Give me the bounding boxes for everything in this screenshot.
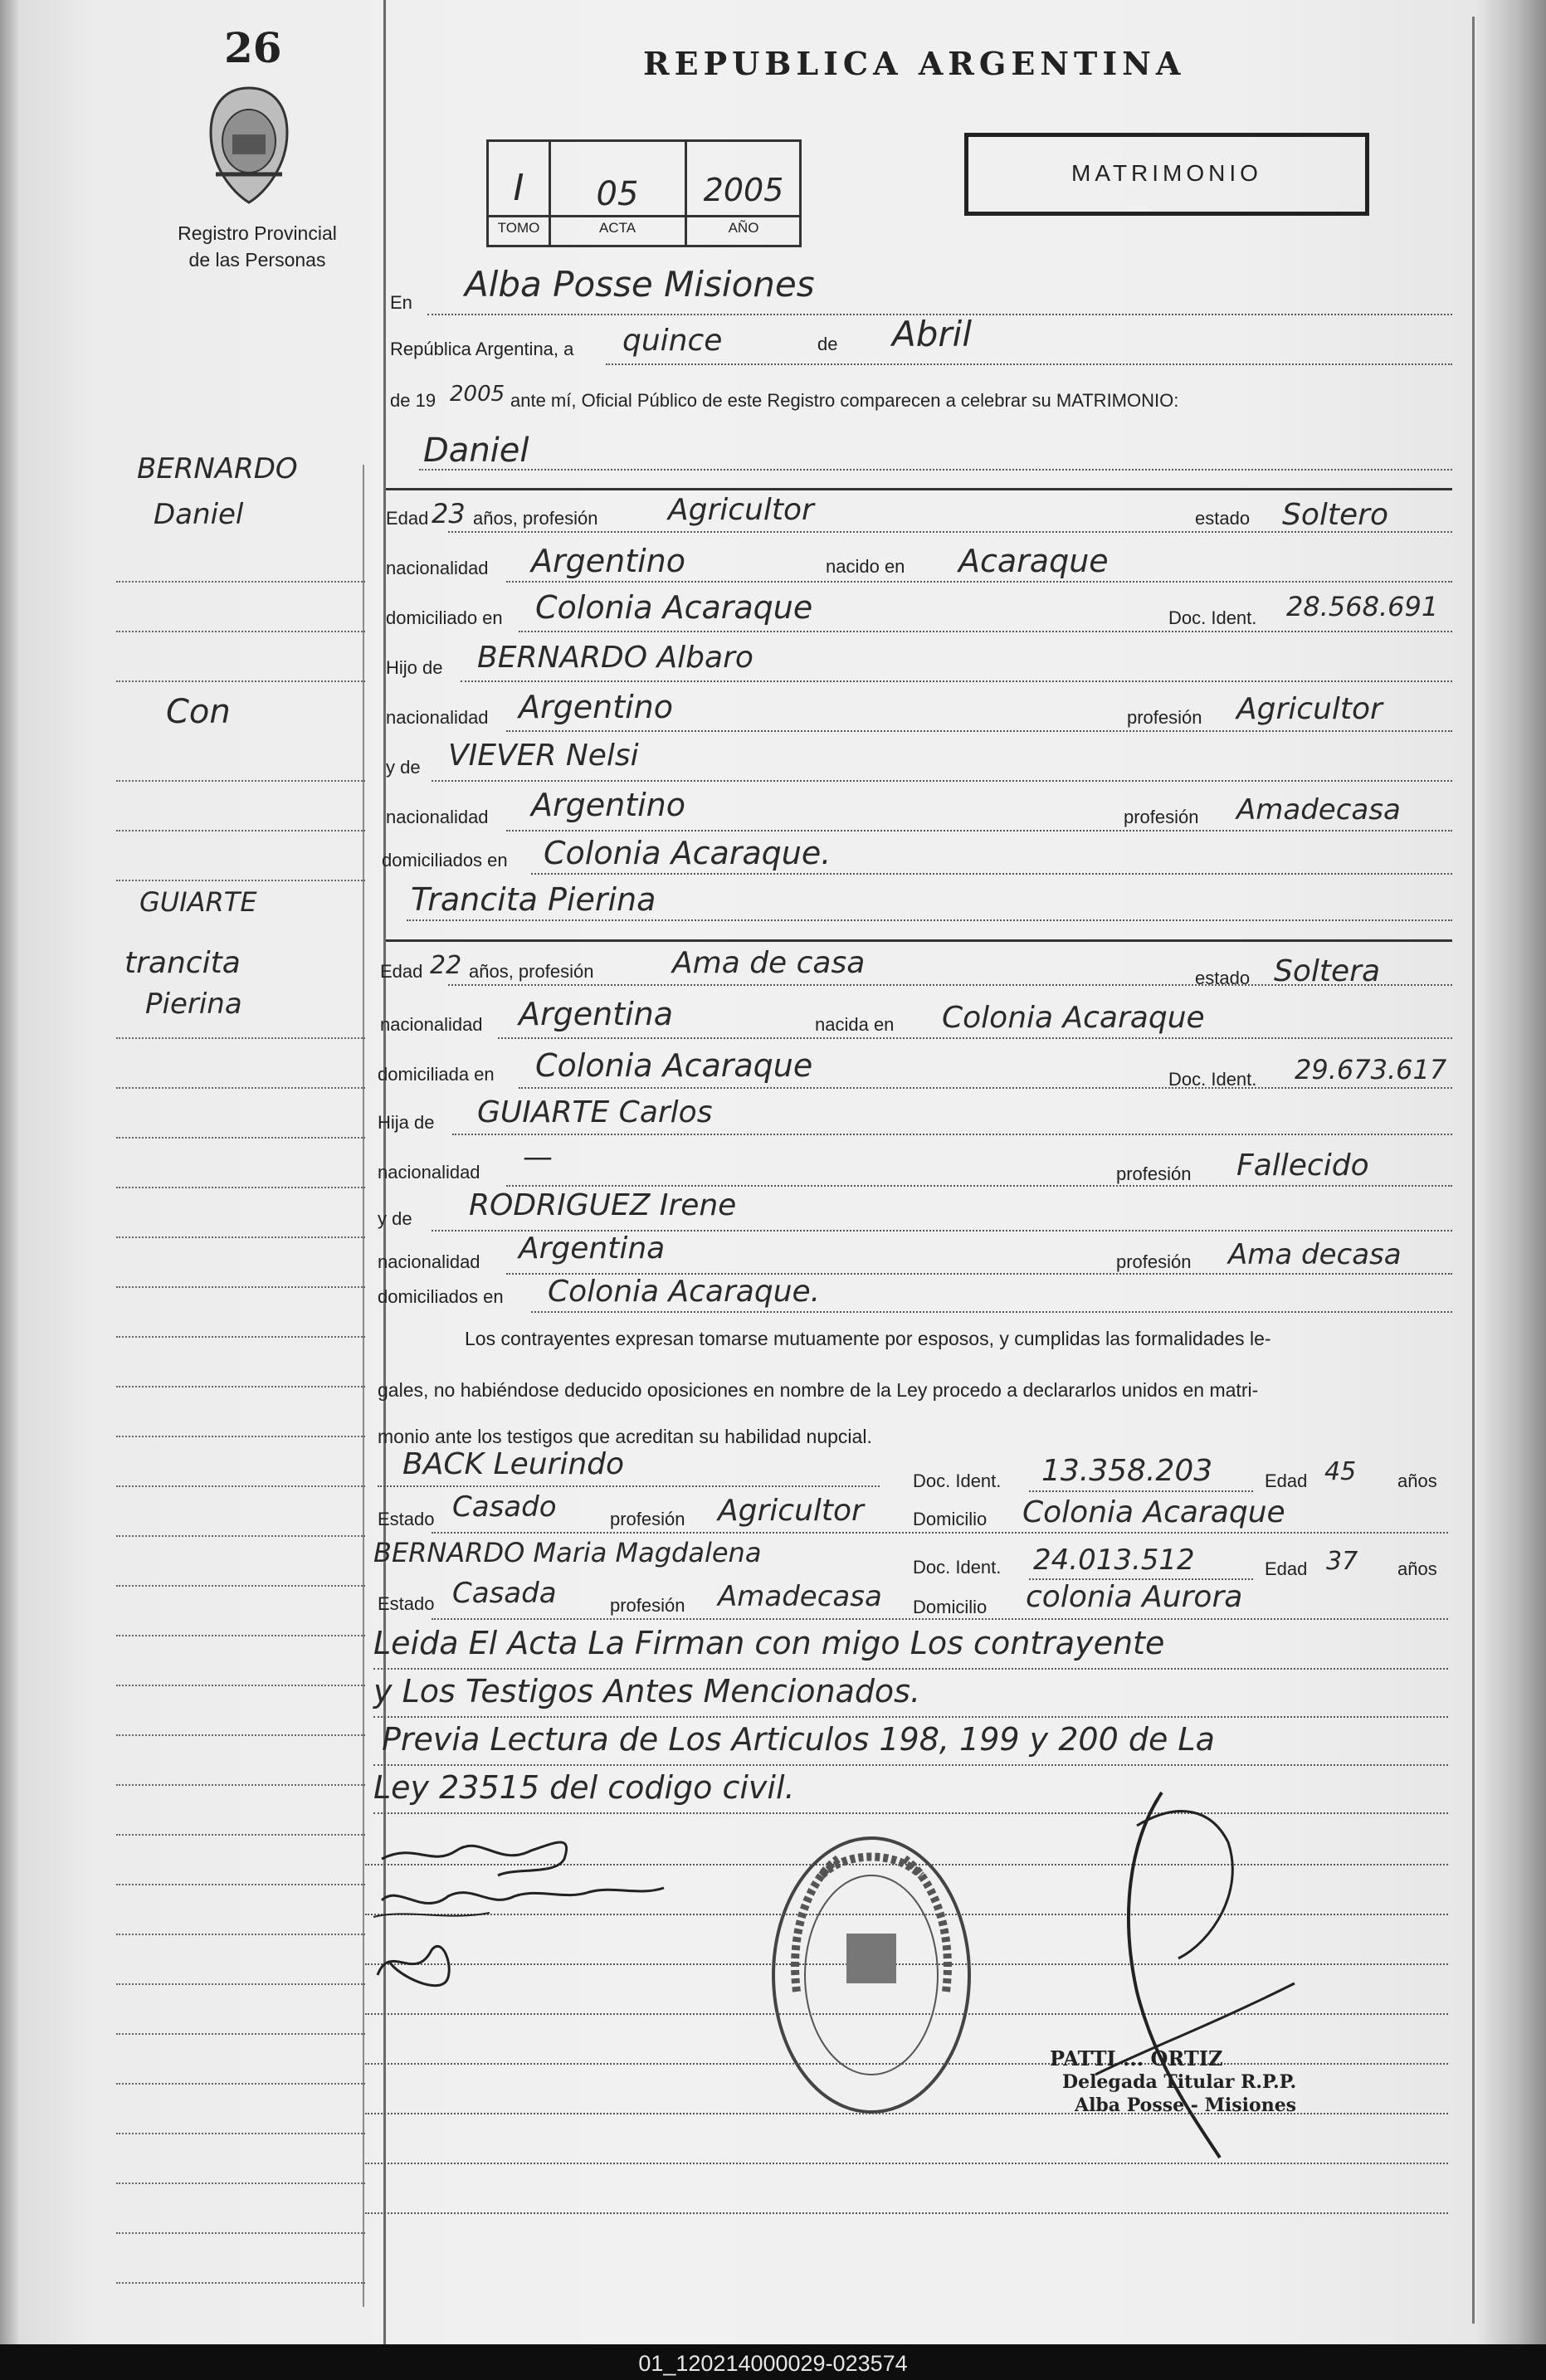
bride-parents-domicile: Colonia Acaraque.: [548, 1275, 821, 1309]
groom-nationality: Argentino: [531, 543, 685, 579]
left-page-edge: [0, 0, 18, 2344]
witness1-age: 45: [1324, 1457, 1357, 1486]
rule: [531, 873, 1452, 875]
note-line4: Ley 23515 del codigo civil.: [373, 1769, 795, 1806]
official-place: Alba Posse - Misiones: [1075, 2095, 1297, 2116]
nacionalidad-label: nacionalidad: [378, 1251, 480, 1272]
witness1-profession: Agricultor: [718, 1494, 864, 1528]
estado-cap-label: Estado: [378, 1593, 435, 1614]
domiciliada-label: domiciliada en: [378, 1064, 495, 1085]
profesion-label: profesión: [1124, 807, 1199, 827]
edad-label: Edad: [1265, 1558, 1308, 1579]
rule: [506, 830, 1452, 832]
groom-mother-profession: Amadecasa: [1236, 793, 1401, 827]
rule: [448, 531, 1452, 533]
groom-born: Acaraque: [958, 543, 1109, 579]
rule: [432, 780, 1452, 782]
note-line3: Previa Lectura de Los Articulos 198, 199 y 200 de La: [382, 1721, 1215, 1758]
de-label: de: [817, 334, 838, 354]
edad-label: Edad: [380, 961, 423, 982]
bride-born: Colonia Acaraque: [942, 1001, 1205, 1035]
registry-line1: Registro Provincial: [178, 222, 337, 244]
section-divider: [386, 488, 1452, 490]
y-de-label: y de: [386, 757, 421, 778]
day-value: quince: [622, 324, 723, 358]
groom-domicile: Colonia Acaraque: [535, 589, 813, 626]
country-title: REPUBLICA ARGENTINA: [643, 45, 1186, 82]
estado-label: estado: [1195, 508, 1251, 529]
rule: [1029, 1490, 1253, 1492]
groom-father-nationality: Argentino: [519, 689, 673, 725]
domiciliados-label: domiciliados en: [382, 850, 508, 871]
margin-bride-name2: Pierina: [145, 988, 242, 1021]
rule: [519, 1087, 1452, 1089]
doc-label: Doc. Ident.: [913, 1557, 1002, 1578]
rule: [407, 919, 1452, 921]
witness1-domicile: Colonia Acaraque: [1022, 1495, 1285, 1529]
nacionalidad-label: nacionalidad: [378, 1162, 480, 1183]
acta-label: ACTA: [598, 220, 636, 236]
edad-label: Edad: [386, 508, 429, 529]
groom-name: Daniel: [423, 432, 529, 470]
ano-value: 2005: [703, 172, 784, 208]
bride-mother-nationality: Argentina: [519, 1231, 666, 1266]
anos-prof-label: años, profesión: [469, 961, 594, 982]
rule: [365, 2212, 1448, 2214]
rule: [452, 1134, 1452, 1135]
groom-father: BERNARDO Albaro: [477, 641, 753, 675]
official-role: Delegada Titular R.P.P.: [1062, 2071, 1297, 2093]
bride-domicile: Colonia Acaraque: [535, 1047, 813, 1084]
tomo-label: TOMO: [497, 220, 540, 236]
declaration-line1: Los contrayentes expresan tomarse mutuamente por esposos, y cumplidas las formalidades le-: [465, 1328, 1271, 1349]
tomo-value: I: [513, 167, 524, 209]
declaration-line2: gales, no habiéndose deducido oposiciones en nombre de la Ley procedo a declararlos unidos en matri-: [378, 1379, 1259, 1401]
rule: [448, 984, 1452, 986]
profesion-label: profesión: [610, 1509, 685, 1529]
rule: [419, 469, 1452, 471]
nacionalidad-label: nacionalidad: [386, 558, 489, 578]
right-page-edge: [1475, 0, 1546, 2344]
groom-mother: VIEVER Nelsi: [448, 739, 639, 773]
bride-father-profession: Fallecido: [1236, 1149, 1369, 1183]
act-number-box: [486, 139, 802, 247]
nacionalidad-label: nacionalidad: [386, 807, 489, 827]
rule: [531, 1311, 1452, 1313]
rule: [432, 1532, 1448, 1534]
hijo-label: Hijo de: [386, 657, 443, 678]
act-type-box: [964, 133, 1369, 216]
doc-label: Doc. Ident.: [1168, 607, 1257, 628]
rep-label: República Argentina, a: [390, 339, 574, 359]
bride-profession: Ama de casa: [672, 946, 866, 980]
witness1-name: BACK Leurindo: [402, 1447, 625, 1481]
acta-value: 05: [596, 175, 639, 213]
bride-doc: 29.673.617: [1295, 1054, 1447, 1085]
bride-father: GUIARTE Carlos: [477, 1095, 713, 1129]
note-line2: y Los Testigos Antes Mencionados.: [373, 1673, 921, 1709]
profesion-label: profesión: [610, 1595, 685, 1616]
official-name: PATTI ... ORTIZ: [1050, 2046, 1223, 2070]
rule: [506, 730, 1452, 732]
year-value: 2005: [450, 382, 505, 407]
rule: [519, 631, 1452, 632]
domicilio-label: Domicilio: [913, 1509, 988, 1529]
profesion-label: profesión: [1116, 1251, 1192, 1272]
groom-mother-nationality: Argentino: [531, 787, 685, 823]
en-label: En: [390, 292, 412, 313]
domiciliados-label: domiciliados en: [378, 1286, 504, 1307]
doc-label: Doc. Ident.: [913, 1470, 1002, 1491]
rule: [373, 1716, 1448, 1718]
rule: [432, 1618, 1448, 1620]
groom-status: Soltero: [1282, 498, 1388, 532]
registry-line2: de las Personas: [188, 249, 326, 271]
rule: [506, 1185, 1452, 1187]
witness1-status: Casado: [452, 1490, 557, 1524]
bride-father-nationality: —: [523, 1140, 553, 1174]
anos-label: años: [1397, 1558, 1437, 1579]
margin-bride-name1: trancita: [124, 946, 241, 980]
groom-doc: 28.568.691: [1286, 591, 1439, 622]
rule: [378, 1485, 880, 1487]
hija-label: Hija de: [378, 1112, 435, 1133]
groom-parents-domicile: Colonia Acaraque.: [544, 835, 832, 871]
rule: [606, 363, 1452, 365]
doc-label: Doc. Ident.: [1168, 1069, 1257, 1090]
witness2-name: BERNARDO Maria Magdalena: [373, 1537, 762, 1568]
margin-groom-name: Daniel: [154, 498, 244, 531]
witness2-age: 37: [1326, 1547, 1358, 1576]
nacido-label: nacido en: [826, 556, 905, 577]
signature-groom: [390, 1884, 593, 1913]
groom-age: 23: [432, 498, 466, 529]
ano-label: AÑO: [728, 220, 759, 236]
witness2-profession: Amadecasa: [718, 1580, 882, 1613]
right-rule: [1472, 17, 1475, 2324]
rule: [506, 581, 1452, 583]
page-number: 26: [224, 23, 282, 72]
section-divider: [386, 939, 1452, 942]
declaration-line3: monio ante los testigos que acreditan su habilidad nupcial.: [378, 1426, 872, 1447]
witness2-doc: 24.013.512: [1033, 1544, 1195, 1577]
witness2-domicile: colonia Aurora: [1026, 1580, 1243, 1614]
estado-cap-label: Estado: [378, 1509, 435, 1529]
groom-profession: Agricultor: [668, 493, 814, 527]
footer-image-id: 01_120214000029-023574: [638, 2351, 908, 2376]
comparecen-text: ante mí, Oficial Público de este Registro comparecen a celebrar su MATRIMONIO:: [510, 390, 1179, 411]
domicilio-label: Domicilio: [913, 1597, 988, 1617]
bride-name: Trancita Pierina: [411, 881, 656, 918]
note-line1: Leida El Acta La Firman con migo Los contrayente: [373, 1625, 1165, 1661]
anos-prof-label: años, profesión: [473, 508, 598, 529]
margin-con: Con: [166, 693, 231, 731]
bride-mother: RODRIGUEZ Irene: [469, 1188, 737, 1222]
month-value: Abril: [892, 314, 972, 354]
rule: [373, 1764, 1448, 1766]
act-type: MATRIMONIO: [1071, 160, 1262, 186]
registry-seal: [763, 1826, 979, 2124]
bride-age: 22: [430, 951, 462, 980]
bride-nationality: Argentina: [519, 996, 674, 1032]
margin-groom-surname: BERNARDO: [137, 452, 298, 485]
signature-bride: [390, 1841, 583, 1870]
nacionalidad-label: nacionalidad: [386, 707, 489, 728]
nacida-label: nacida en: [815, 1014, 895, 1035]
estado-label: estado: [1195, 968, 1251, 988]
groom-father-profession: Agricultor: [1236, 692, 1383, 726]
rule: [498, 1037, 1452, 1039]
bride-mother-profession: Ama decasa: [1228, 1238, 1402, 1271]
edad-label: Edad: [1265, 1470, 1308, 1491]
anos-label: años: [1397, 1470, 1437, 1491]
rule: [461, 680, 1452, 682]
bride-status: Soltera: [1274, 954, 1381, 988]
domiciliado-label: domiciliado en: [386, 607, 503, 628]
profesion-label: profesión: [1116, 1163, 1192, 1184]
witness1-doc: 13.358.203: [1041, 1454, 1213, 1488]
coat-of-arms-emblem: [199, 83, 299, 207]
nacionalidad-label: nacionalidad: [380, 1014, 483, 1035]
witness2-status: Casada: [452, 1577, 557, 1610]
margin-bride-surname: GUIARTE: [139, 886, 257, 918]
rule: [373, 1668, 1448, 1670]
profesion-label: profesión: [1127, 707, 1202, 728]
de19-label: de 19: [390, 390, 436, 411]
place-value: Alba Posse Misiones: [465, 264, 815, 305]
y-de-label: y de: [378, 1208, 412, 1229]
